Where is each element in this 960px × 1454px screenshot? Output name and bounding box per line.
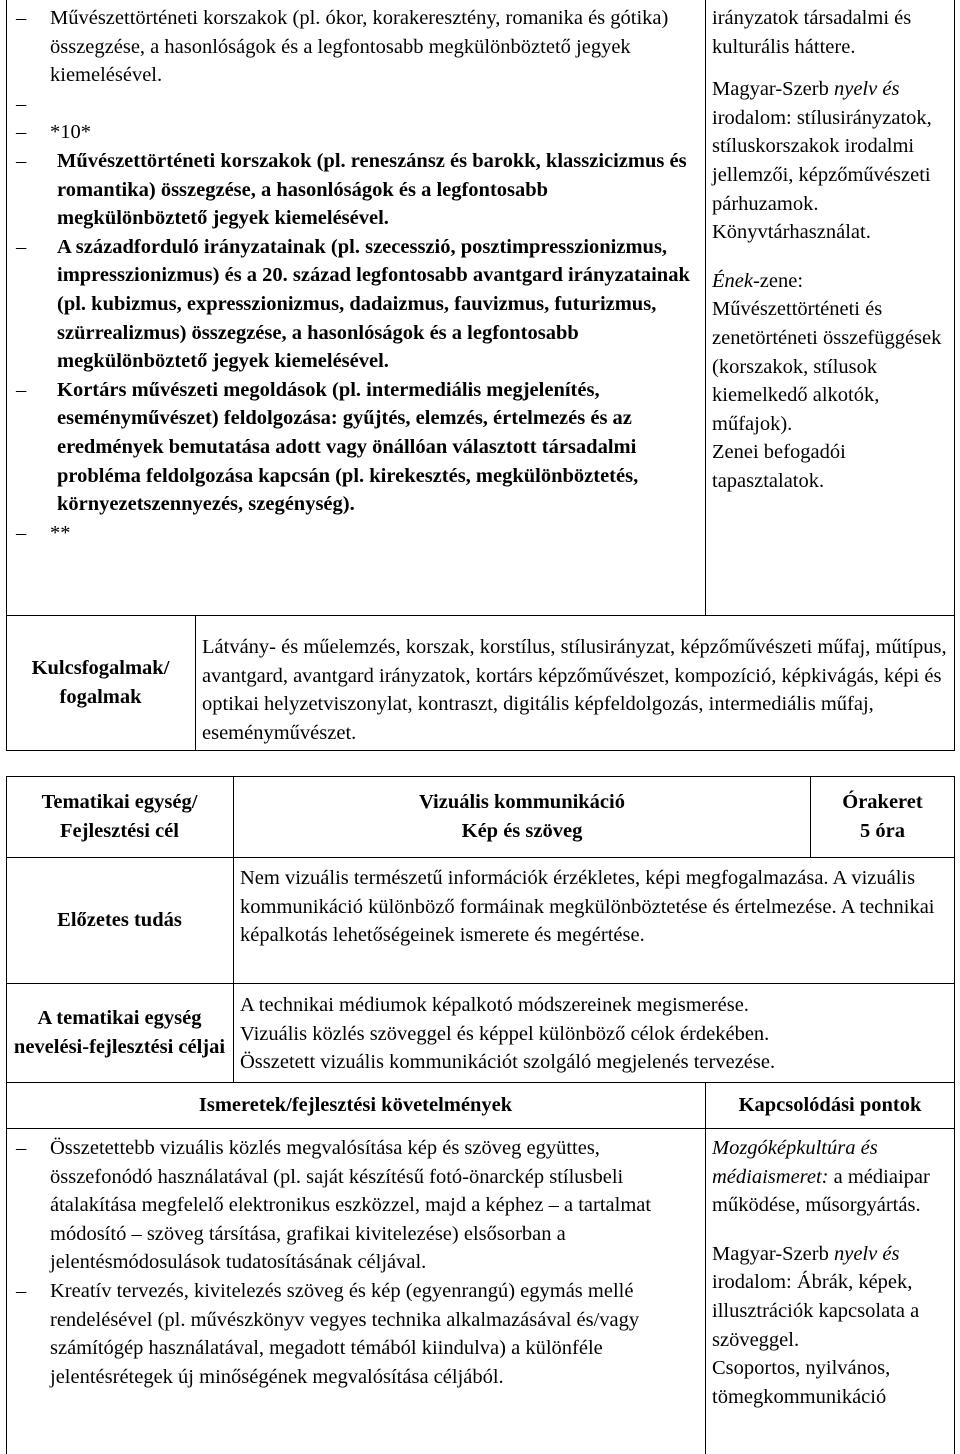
connections-paragraph: Magyar-Szerb nyelv és irodalom: stílusirányzatok, stíluskorszakok irodalmi jellemzői, képzőművészeti párhuzamok. Könyvtárhasználat. bbox=[712, 78, 932, 244]
hours-value: 5 óra bbox=[860, 820, 905, 842]
unit-label-cell: Tematikai egység/ Fejlesztési cél bbox=[6, 777, 234, 857]
list-item: – *10* bbox=[8, 118, 695, 147]
top-requirements-list bbox=[8, 4, 695, 547]
unit-title-cell bbox=[234, 777, 811, 857]
unit-title: Vizuális kommunikáció bbox=[419, 791, 625, 813]
goal-item: A technikai médiumok képalkotó módszereinek megismerése. bbox=[240, 994, 749, 1016]
hours-label: Órakeret bbox=[842, 791, 923, 813]
prior-label-cell: Előzetes tudás bbox=[6, 858, 234, 983]
top-requirements-cell bbox=[6, 0, 706, 615]
connections-paragraph: Csoportos, nyilvános, tömegkommunikáció bbox=[712, 1357, 891, 1408]
list-item: – Kortárs művészeti megoldások (pl. intermediális megjelenítés, eseményművészet) feldolgozása: gyűjtés, elemzés, értelmezés és az eredmények bemutatása adott vagy önállóan választott társadalmi probléma feldolgozása kapcsán (pl. kirekesztés, megkülönböztetés, környezetszennyezés, szegénység). bbox=[8, 376, 695, 519]
list-item: – Művészettörténeti korszakok (pl. ókor, korakeresztény, romanika és gótika) összegzése, a hasonlóságok és a legfontosabb megkülönböztető jegyek kiemelésével. bbox=[8, 4, 695, 90]
list-item: – Összetettebb vizuális közlés megvalósítása kép és szöveg együttes, összefonódó használatával (pl. saját készítésű fotó-önarckép stílusbeli átalakítása megfelelő elektronikus eszközzel, majd a képhez – a tartalmat módosító – szöveg társítása, grafikai kivitelezése) elsősorban a jelentésmódosulások tudatosításának céljával. bbox=[8, 1134, 695, 1277]
connections-paragraph: Magyar-Szerb nyelv és irodalom: Ábrák, képek, illusztrációk kapcsolata a szöveggel. bbox=[712, 1242, 920, 1351]
goal-item: Vizuális közlés szöveggel és képpel különböző célok érdekében. bbox=[240, 1022, 770, 1045]
unit-requirements-cell bbox=[6, 1129, 706, 1454]
unit-hours-cell bbox=[811, 777, 954, 857]
goals-text-cell bbox=[240, 991, 940, 1077]
unit-connections-cell bbox=[712, 1134, 952, 1411]
goal-item: Összetett vizuális kommunikációt szolgáló megjelenés tervezése. bbox=[240, 1051, 776, 1074]
conn-header-cell: Kapcsolódási pontok bbox=[738, 1094, 922, 1117]
unit-subtitle: Kép és szöveg bbox=[461, 820, 583, 842]
unit-requirements-list bbox=[8, 1134, 695, 1391]
goals-label-cell: A tematikai egység nevelési-fejlesztési céljai bbox=[6, 984, 234, 1082]
connections-paragraph: irányzatok társadalmi és kulturális háttere. bbox=[712, 7, 912, 58]
top-connections-cell bbox=[712, 4, 952, 614]
list-item bbox=[8, 90, 695, 119]
connections-paragraph: Mozgóképkultúra és médiaismeret: a médiaipar működése, műsorgyártás. bbox=[712, 1137, 930, 1217]
list-item: – A századforduló irányzatainak (pl. szecesszió, posztimpresszionizmus, impresszionizmus) és a 20. század legfontosabb avantgard irányzatainak (pl. kubizmus, expresszionizmus, dadaizmus, fauvizmus, futurizmus, szürrealizmus) összegzése, a hasonlóságok és a legfontosabb megkülönböztető jegyek kiemelésével. bbox=[8, 233, 695, 376]
list-item: – ** bbox=[8, 519, 695, 548]
prior-text-cell: Nem vizuális természetű információk érzékletes, képi megfogalmazása. A vizuális kommunikáció különböző formáinak megkülönböztetése és értelmezése. A technikai képalkotás lehetőségeinek ismerete és megértése. bbox=[240, 867, 935, 947]
key-concepts-label: Kulcsfogalmak/ fogalmak bbox=[6, 616, 196, 750]
connections-paragraph: Zenei befogadói tapasztalatok. bbox=[712, 441, 846, 492]
key-concepts-text: Látvány- és műelemzés, korszak, korstílus, stílusirányzat, képzőművészeti műfaj, műtípus, avantgard, avantgard irányzatok, kortárs képzőművészet, kompozíció, képkivágás, képi és optikai helyzetviszonylat, kontraszt, digitális képfeldolgozás, intermediális műfaj, eseményművészet. bbox=[202, 636, 947, 744]
req-header-cell: Ismeretek/fejlesztési követelmények bbox=[6, 1083, 706, 1128]
list-item: – Művészettörténeti korszakok (pl. reneszánsz és barokk, klasszicizmus és romantika) összegzése, a hasonlóságok és a legfontosabb megkülönböztető jegyek kiemelésével. bbox=[8, 147, 695, 233]
list-item: – Kreatív tervezés, kivitelezés szöveg és kép (egyenrangú) egymás mellé rendelésével (pl. művészkönyv vegyes technika alkalmazásával és/vagy számítógép használatával, megadott témából kiindulva) a különféle jelentésrétegek új minőségének megvalósítása céljából. bbox=[8, 1277, 695, 1391]
connections-paragraph: Ének-zene: Művészettörténeti és zenetörténeti összefüggések (korszakok, stílusok kiemelkedő alkotók, műfajok). bbox=[712, 269, 942, 435]
